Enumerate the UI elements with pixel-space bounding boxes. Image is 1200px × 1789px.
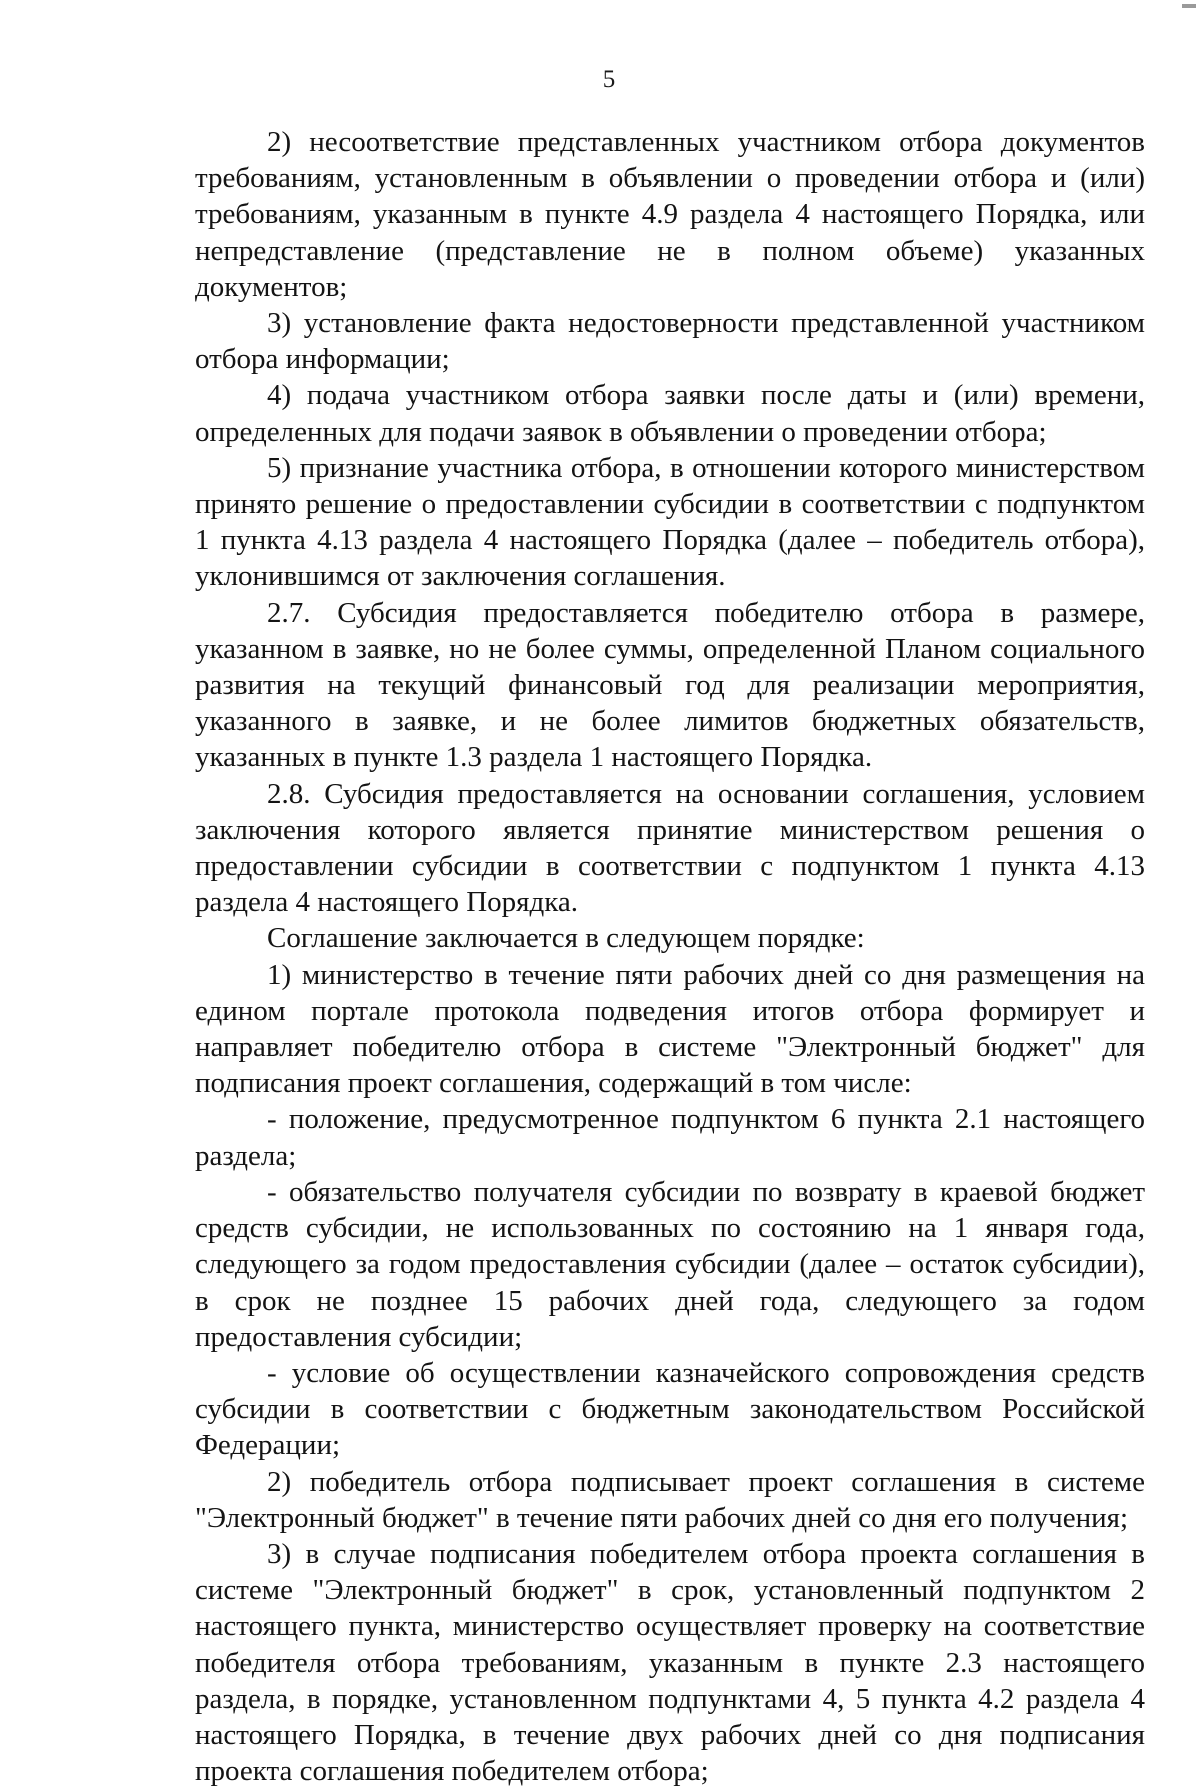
document-body (195, 124, 1145, 1789)
paragraph: 1) министерство в течение пяти рабочих дней со дня размещения на едином портале протокола подведения итогов отбора формирует и направляет победителю отбора в системе "Электронный бюджет" для подписания проект соглашения, содержащий в том числе: (195, 958, 1145, 1100)
paragraph: 3) в случае подписания победителем отбора проекта соглашения в системе "Электронный бюджет" в срок, установленный подпунктом 2 настоящего пункта, министерство осуществляет проверку на соответствие победителя отбора требованиям, указанным в пункте 2.3 настоящего раздела, в порядке, установленном подпунктами 4, 5 пункта 4.2 раздела 4 настоящего Порядка, в течение двух рабочих дней со дня подписания проекта соглашения победителем отбора; (195, 1537, 1145, 1788)
scan-mark (1182, 4, 1196, 8)
paragraph: - условие об осуществлении казначейского сопровождения средств субсидии в соответствии с бюджетным законодательством Российской Федерации; (195, 1356, 1145, 1462)
paragraph: - обязательство получателя субсидии по возврату в краевой бюджет средств субсидии, не использованных по состоянию на 1 января года, следующего за годом предоставления субсидии (далее – остаток субсидии), в срок не позднее 15 рабочих дней года, следующего за годом предоставления субсидии; (195, 1175, 1145, 1353)
page-number: 5 (602, 66, 616, 93)
paragraph: 2) победитель отбора подписывает проект соглашения в системе "Электронный бюджет" в течение пяти рабочих дней со дня его получения; (195, 1465, 1145, 1534)
paragraph: Соглашение заключается в следующем порядке: (267, 922, 865, 955)
paragraph: 4) подача участником отбора заявки после даты и (или) времени, определенных для подачи заявок в объявлении о проведении отбора; (195, 379, 1145, 448)
paragraph: 2.7. Субсидия предоставляется победителю отбора в размере, указанном в заявке, но не более суммы, определенной Планом социального развития на текущий финансовый год для реализации мероприятия, указанного в заявке, и не более лимитов бюджетных обязательств, указанных в пункте 1.3 раздела 1 настоящего Порядка. (195, 596, 1145, 774)
paragraph: 2) несоответствие представленных участником отбора документов требованиям, установленным в объявлении о проведении отбора и (или) требованиям, указанным в пункте 4.9 раздела 4 настоящего Порядка, или непредставление (представление не в полном объеме) указанных документов; (195, 126, 1145, 303)
paragraph: 5) признание участника отбора, в отношении которого министерством принято решение о предоставлении субсидии в соответствии с подпунктом 1 пункта 4.13 раздела 4 настоящего Порядка (далее – победитель отбора), уклонившимся от заключения соглашения. (195, 451, 1145, 593)
paragraph: 2.8. Субсидия предоставляется на основании соглашения, условием заключения которого является принятие министерством решения о предоставлении субсидии в соответствии с подпунктом 1 пункта 4.13 раздела 4 настоящего Порядка. (195, 777, 1145, 919)
paragraph: 3) установление факта недостоверности представленной участником отбора информации; (195, 307, 1145, 376)
paragraph: - положение, предусмотренное подпунктом 6 пункта 2.1 настоящего раздела; (195, 1103, 1145, 1172)
